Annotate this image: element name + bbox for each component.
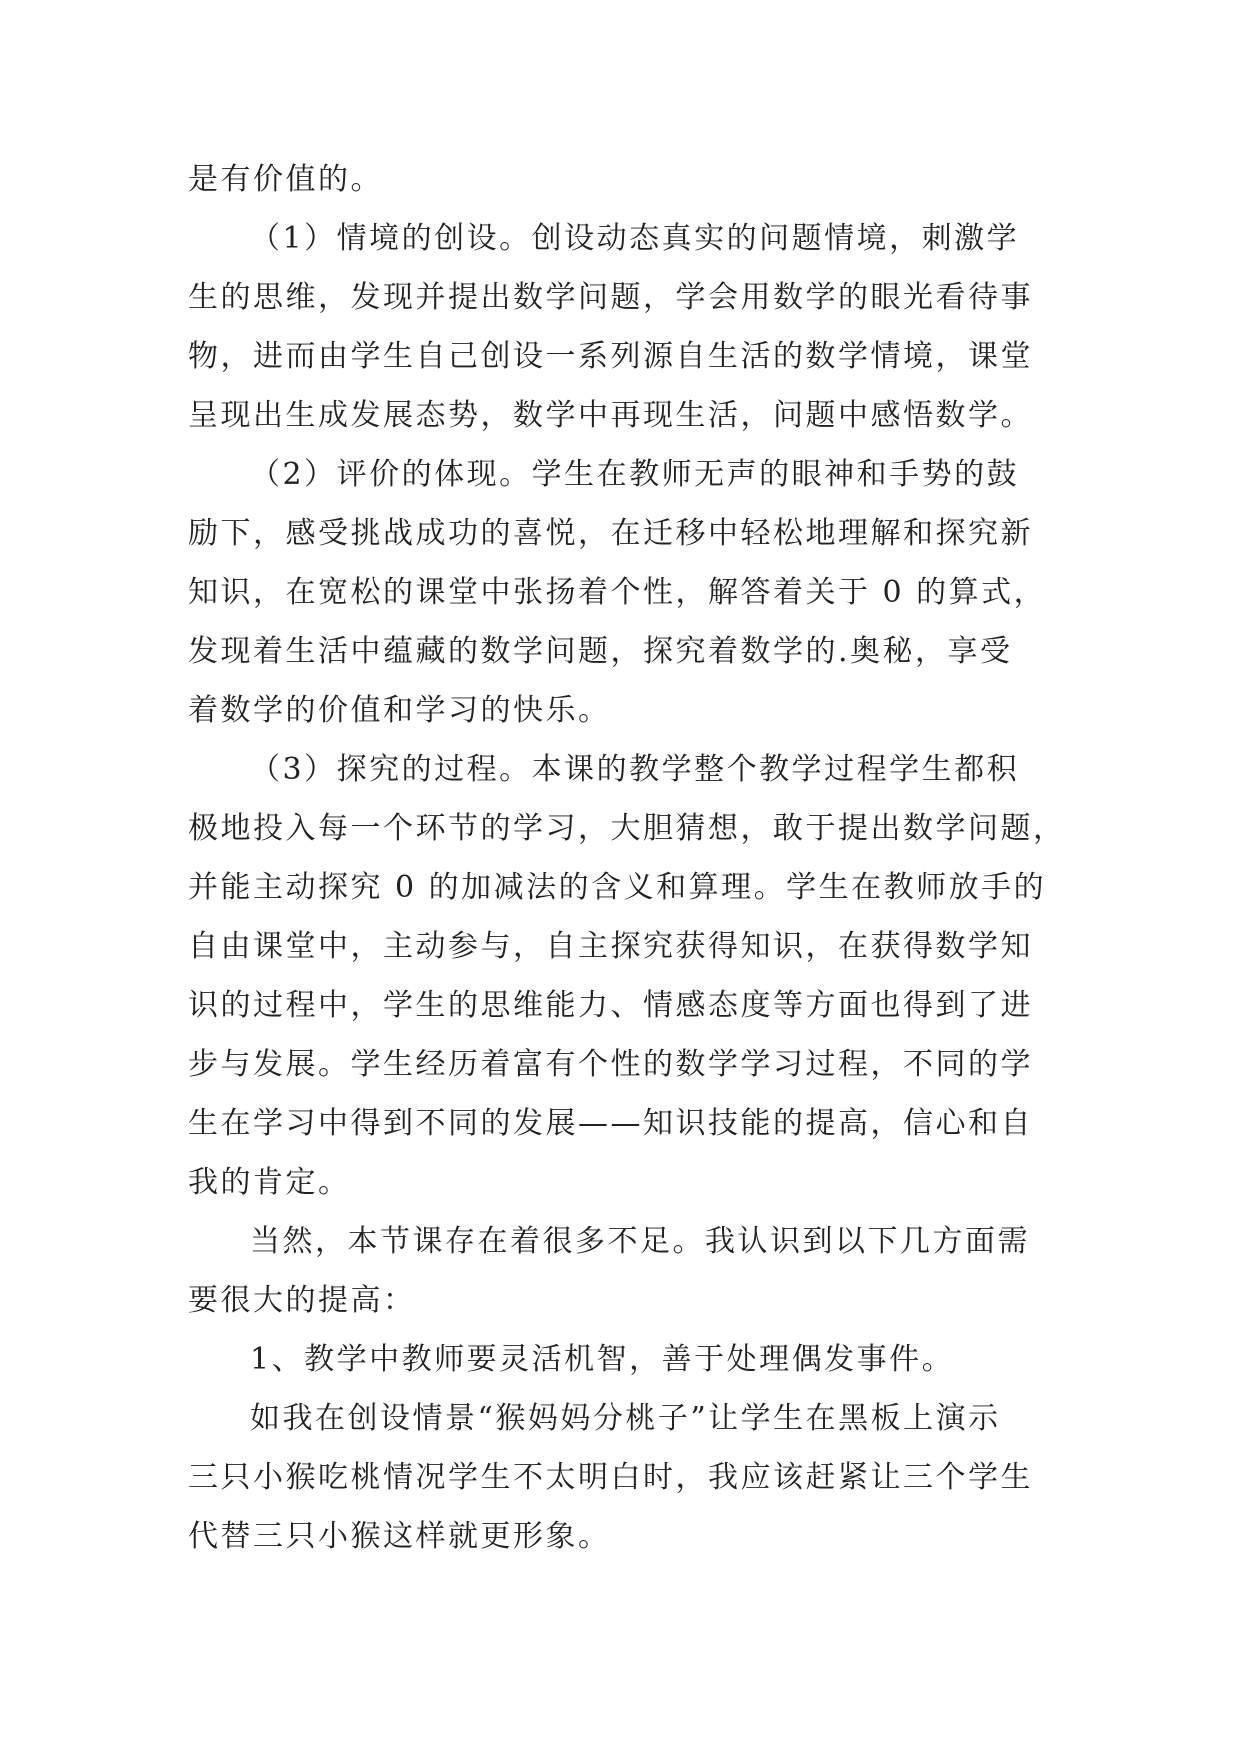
text-line: 知识，在宽松的课堂中张扬着个性，解答着关于 0 的算式， (188, 575, 1047, 610)
text-line: 着数学的价值和学习的快乐。 (188, 693, 611, 728)
paragraph-heading-evaluation: （2）评价的体现。学生在教师无声的眼神和手势的鼓 (250, 457, 1020, 492)
paragraph-shortcomings: 当然，本节课存在着很多不足。我认识到以下几方面需 (250, 1224, 1030, 1259)
paragraph-example: 如我在创设情景“猴妈妈分桃子”让学生在黑板上演示 (250, 1401, 1001, 1436)
text-line: 步与发展。学生经历着富有个性的数学学习过程，不同的学 (188, 1047, 1033, 1082)
text-line: 生的思维，发现并提出数学问题，学会用数学的眼光看待事 (188, 280, 1033, 315)
text-line: 是有价值的。 (188, 162, 383, 197)
text-line: 代替三只小猴这样就更形象。 (188, 1519, 611, 1554)
text-line: 极地投入每一个环节的学习，大胆猜想，敢于提出数学问题， (188, 811, 1066, 846)
text-line: 我的肯定。 (188, 1165, 351, 1200)
text-line: 三只小猴吃桃情况学生不太明白时，我应该赶紧让三个学生 (188, 1460, 1033, 1495)
text-line: 发现着生活中蕴藏的数学问题，探究着数学的.奥秘，享受 (188, 634, 1013, 669)
text-line: 要很大的提高： (188, 1283, 416, 1318)
text-line: 识的过程中，学生的思维能力、情感态度等方面也得到了进 (188, 988, 1033, 1023)
paragraph-heading-exploration: （3）探究的过程。本课的教学整个教学过程学生都积 (250, 752, 1020, 787)
paragraph-heading-situation: （1）情境的创设。创设动态真实的问题情境，刺激学 (250, 221, 1020, 256)
list-item-1: 1、教学中教师要灵活机智，善于处理偶发事件。 (250, 1342, 955, 1377)
body-text (188, 150, 1066, 1566)
text-line: 物，进而由学生自己创设一系列源自生活的数学情境，课堂 (188, 339, 1033, 374)
text-line: 自由课堂中，主动参与，自主探究获得知识，在获得数学知 (188, 929, 1033, 964)
text-line: 励下，感受挑战成功的喜悦，在迁移中轻松地理解和探究新 (188, 516, 1033, 551)
text-line: 生在学习中得到不同的发展——知识技能的提高，信心和自 (188, 1106, 1033, 1141)
text-line: 呈现出生成发展态势，数学中再现生活，问题中感悟数学。 (188, 398, 1033, 433)
text-line: 并能主动探究 0 的加减法的含义和算理。学生在教师放手的 (188, 870, 1047, 905)
